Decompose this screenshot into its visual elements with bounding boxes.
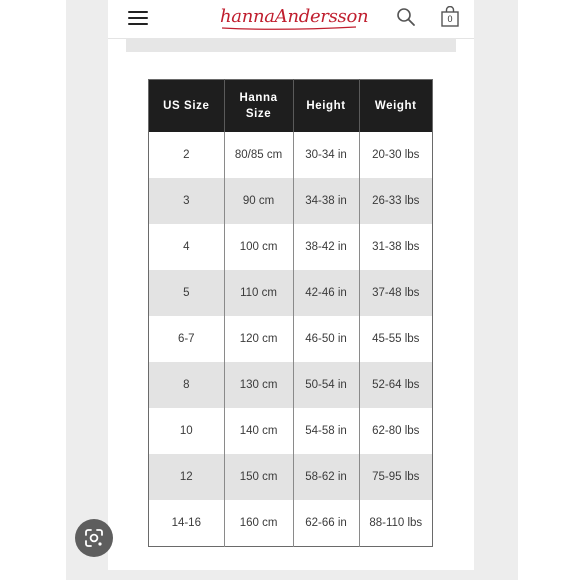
page-screenshot bbox=[108, 0, 474, 570]
collapsed-banner bbox=[126, 38, 456, 52]
table-row bbox=[149, 362, 433, 408]
table-cell: 31-38 lbs bbox=[359, 224, 432, 270]
column-header: Height bbox=[293, 80, 359, 133]
table-cell: 38-42 in bbox=[293, 224, 359, 270]
table-cell: 8 bbox=[149, 362, 225, 408]
table-cell: 140 cm bbox=[224, 408, 293, 454]
table-cell: 120 cm bbox=[224, 316, 293, 362]
table-cell: 34-38 in bbox=[293, 178, 359, 224]
table-cell: 50-54 in bbox=[293, 362, 359, 408]
table-cell: 2 bbox=[149, 132, 225, 178]
table-row bbox=[149, 408, 433, 454]
table-cell: 3 bbox=[149, 178, 225, 224]
table-cell: 90 cm bbox=[224, 178, 293, 224]
table-cell: 52-64 lbs bbox=[359, 362, 432, 408]
table-cell: 58-62 in bbox=[293, 454, 359, 500]
right-margin bbox=[518, 0, 580, 580]
column-header: Weight bbox=[359, 80, 432, 133]
table-cell: 6-7 bbox=[149, 316, 225, 362]
table-cell: 88-110 lbs bbox=[359, 500, 432, 547]
site-header bbox=[108, 0, 474, 39]
table-cell: 75-95 lbs bbox=[359, 454, 432, 500]
table-cell: 160 cm bbox=[224, 500, 293, 547]
logo-underline bbox=[220, 25, 358, 31]
table-row bbox=[149, 270, 433, 316]
table-row bbox=[149, 500, 433, 547]
logo-lettering: hannaAndersson bbox=[220, 6, 369, 27]
table-row bbox=[149, 132, 433, 178]
table-cell: 12 bbox=[149, 454, 225, 500]
table-cell: 20-30 lbs bbox=[359, 132, 432, 178]
size-chart-table bbox=[148, 79, 433, 547]
table-cell: 37-48 lbs bbox=[359, 270, 432, 316]
brand-logo[interactable] bbox=[220, 4, 369, 32]
table-cell: 62-66 in bbox=[293, 500, 359, 547]
table-cell: 10 bbox=[149, 408, 225, 454]
table-cell: 130 cm bbox=[224, 362, 293, 408]
shopping-bag-icon[interactable] bbox=[440, 6, 460, 28]
table-header-row bbox=[149, 80, 433, 133]
column-header: Hanna Size bbox=[224, 80, 293, 133]
table-cell: 46-50 in bbox=[293, 316, 359, 362]
table-cell: 5 bbox=[149, 270, 225, 316]
table-cell: 30-34 in bbox=[293, 132, 359, 178]
table-cell: 4 bbox=[149, 224, 225, 270]
table-row bbox=[149, 316, 433, 362]
table-cell: 42-46 in bbox=[293, 270, 359, 316]
column-header: US Size bbox=[149, 80, 225, 133]
hamburger-menu-icon[interactable] bbox=[128, 8, 148, 26]
table-cell: 100 cm bbox=[224, 224, 293, 270]
left-margin bbox=[0, 0, 66, 580]
table-row bbox=[149, 178, 433, 224]
search-icon[interactable] bbox=[396, 7, 416, 27]
table-cell: 80/85 cm bbox=[224, 132, 293, 178]
cart-count: 0 bbox=[447, 14, 453, 24]
table-cell: 54-58 in bbox=[293, 408, 359, 454]
table-cell: 14-16 bbox=[149, 500, 225, 547]
table-cell: 150 cm bbox=[224, 454, 293, 500]
table-cell: 110 cm bbox=[224, 270, 293, 316]
table-cell: 62-80 lbs bbox=[359, 408, 432, 454]
google-lens-icon[interactable] bbox=[75, 519, 113, 557]
table-cell: 45-55 lbs bbox=[359, 316, 432, 362]
table-cell: 26-33 lbs bbox=[359, 178, 432, 224]
table-row bbox=[149, 224, 433, 270]
table-row bbox=[149, 454, 433, 500]
